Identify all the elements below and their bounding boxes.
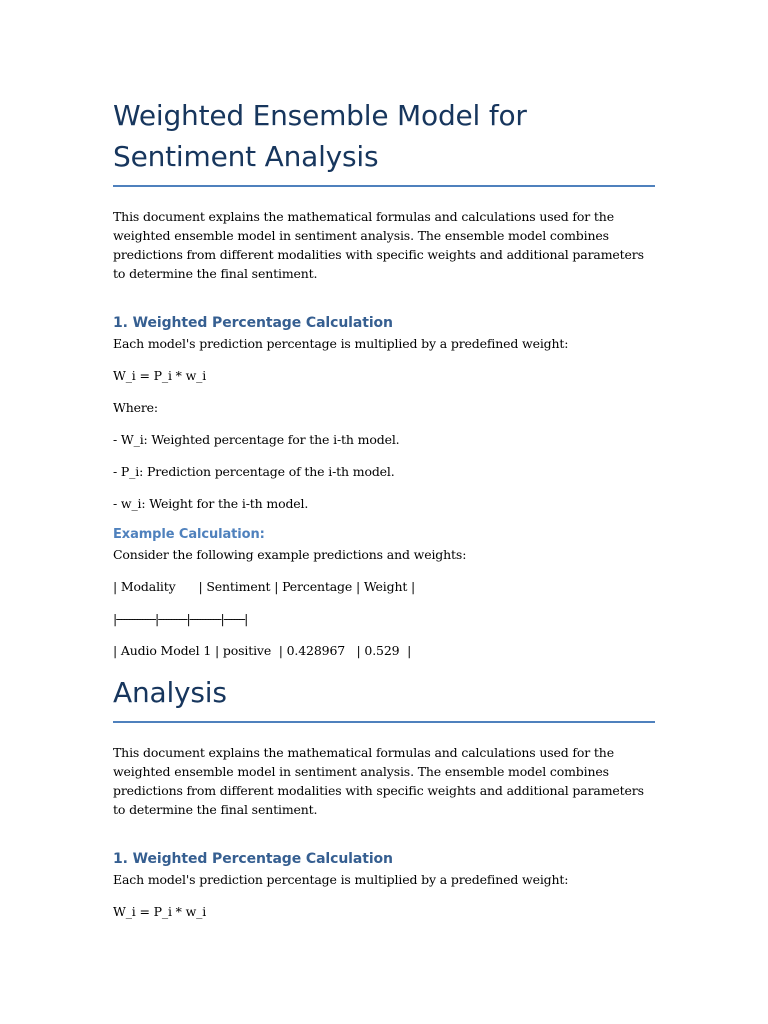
section-heading-weighted-percentage: 1. Weighted Percentage Calculation [113,315,393,331]
definition-item: - P_i: Prediction percentage of the i-th model. [113,464,395,479]
table-line-header: | Modality | Sentiment | Percentage | Weight | [113,579,416,594]
table-line-separator: |---------------|-----------|------------|--------| [113,611,247,626]
title-line-2: Sentiment Analysis [113,140,379,173]
example-heading: Example Calculation: [113,527,265,542]
intro-paragraph: This document explains the mathematical formulas and calculations used for the weighted ensemble model in sentiment analysis. The ensemble model combines predictions from different modalities with specific weights and additional parameters to determine the final sentiment. [113,209,644,281]
heading-description: Each model's prediction percentage is multiplied by a predefined weight: [113,336,569,351]
title-line-1: Weighted Ensemble Model for [113,99,527,132]
analysis-intro-paragraph: This document explains the mathematical formulas and calculations used for the weighted ensemble model in sentiment analysis. The ensemble model combines predictions from different modalities with specific weights and additional parameters to determine the final sentiment. [113,745,644,817]
definition-item: - w_i: Weight for the i-th model. [113,496,309,511]
analysis-formula: W_i = P_i * w_i [113,904,207,919]
example-description: Consider the following example predictions and weights: [113,547,467,562]
where-label: Where: [113,400,158,415]
definition-item: - W_i: Weighted percentage for the i-th model. [113,432,400,447]
document-title [113,95,655,187]
analysis-heading-description: Each model's prediction percentage is multiplied by a predefined weight: [113,872,569,887]
formula: W_i = P_i * w_i [113,368,207,383]
table-line-row: | Audio Model 1 | positive | 0.428967 | 0.529 | [113,643,412,658]
analysis-section-heading: 1. Weighted Percentage Calculation [113,851,393,867]
document-page [113,95,655,921]
analysis-title: Analysis [113,672,655,723]
